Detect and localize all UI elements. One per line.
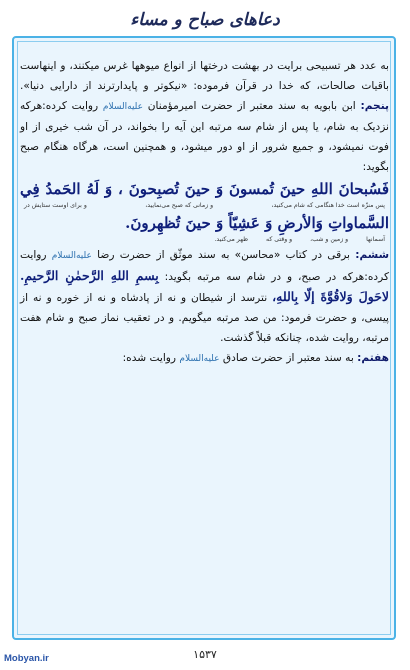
para2a-text: ابن بابویه به سند معتبر از حضرت امیرمؤمنان xyxy=(143,100,361,112)
gloss-line-1 xyxy=(20,201,389,211)
para5b-text: روایت شده: xyxy=(122,352,180,364)
honorific-2: علیه‌السلام xyxy=(51,251,92,261)
para3b-text: روایت کرده:هرکه در صبح، و در شام سه مرتبه بگوید: xyxy=(20,249,389,283)
gloss-1-a: پس منزّه است خدا هنگامی که شام می‌کنید، xyxy=(271,202,385,209)
para4-text: نترسد از شیطان و نه از پادشاه و نه از خوره و نه از پیسی، و حضرت فرمود: من صد مرتبه میگویم. و در تعقیب نماز صبح و شام هفت مرتبه، روایت شده، چنانکه قبلاً گذشت. xyxy=(20,292,389,344)
gloss-1-b: و زمانی که صبح می‌نمایید، xyxy=(145,202,214,209)
page-title: دعاهای صباح و مساء xyxy=(130,10,280,30)
gloss-2-a: آسمانها xyxy=(366,236,385,243)
verse-line-3: بِسمِ اللهِ الرَّحمٰنِ الرَّحيمِ. لاحَولَ وَلاقُوَّةَ إلّا بِاللهِ، xyxy=(20,268,390,304)
verse-line-2: السَّماواتِ وَالأرضِ وَ عَشِيّاً وَ حينَ تُظهِرونَ. xyxy=(125,214,389,232)
gloss-2-b: و زمین و شب، xyxy=(310,236,349,243)
para3a-text: برقی در کتاب «محاسن» به سند موثّق از حضرت رضا xyxy=(91,249,356,261)
honorific-3: علیه‌السلام xyxy=(179,354,220,364)
gloss-1-c: و برای اوست ستایش در xyxy=(24,202,87,209)
page-number: ۱۵۳۷ xyxy=(193,648,217,661)
gloss-line-2 xyxy=(20,235,389,245)
para2b-text: روایت کرده:هرکه نزدیک به شام، یا پس از شام سه مرتبه این آیه را بخواند، در آن شب خیری از او فوت نمیشود، و جمیع شرور از او دور میشود، و همچنین است، هرگاه هنگام صبح بگوید: xyxy=(20,100,389,173)
paragraph-3 xyxy=(20,348,389,369)
fifth-label: پنجم: xyxy=(360,100,389,112)
sixth-label: ششم: xyxy=(355,249,389,261)
verse-line-1: فَسُبحانَ اللهِ حينَ تُمسونَ وَ حينَ تُصبِحونَ ، وَ لَهُ الحَمدُ فِي xyxy=(20,180,389,198)
gloss-2-d: ظهر می‌کنید. xyxy=(214,236,248,243)
site-watermark: Mobyan.ir xyxy=(4,653,49,664)
honorific-1: علیه‌السلام xyxy=(102,102,144,112)
seventh-label: هفتم: xyxy=(357,352,389,364)
paragraph-1 xyxy=(20,56,389,177)
para5a-text: به سند معتبر از حضرت صادق xyxy=(219,352,358,364)
gloss-2-c: و وقتی که xyxy=(266,236,293,243)
page-content xyxy=(20,56,389,369)
paragraph-2 xyxy=(20,245,389,348)
para1-text: به عدد هر تسبیحی برایت در بهشت درختها از انواع میوهها غرس میکنند، و اینهاست باقیات صالحات، که خدا در قرآن فرموده: «نیکوتر و پایدارترند از دارایی دنیا». xyxy=(20,60,389,92)
